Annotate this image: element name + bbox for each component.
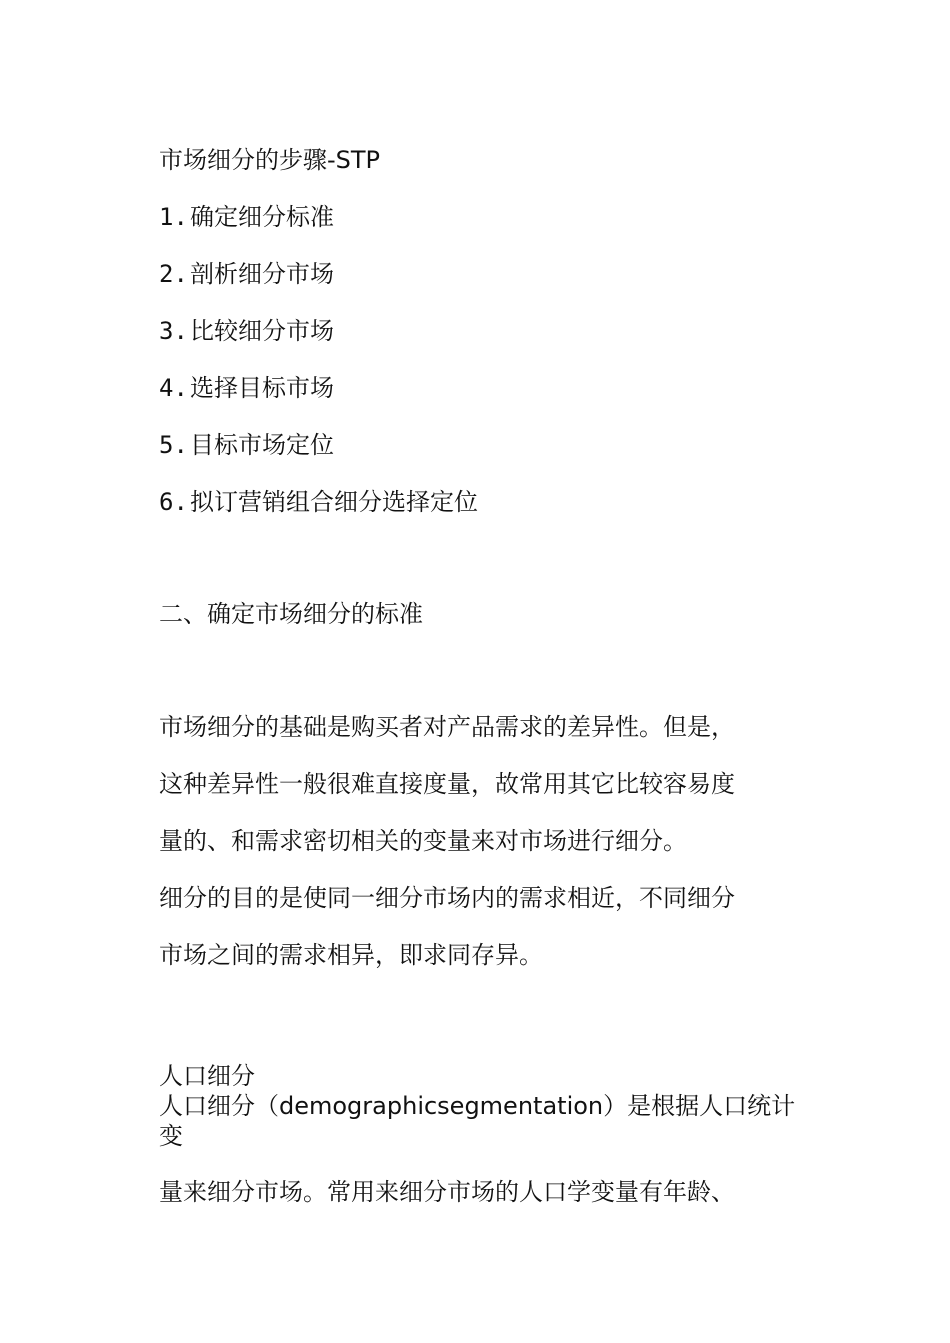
step-number: 3.: [159, 317, 188, 345]
step-item: [159, 373, 334, 403]
step-number: 2.: [159, 260, 188, 288]
step-number: 6.: [159, 488, 188, 516]
step-item: [159, 487, 478, 517]
document-heading: 市场细分的步骤-STP: [159, 146, 381, 174]
step-text: 剖析细分市场: [190, 260, 334, 288]
paragraph-line: 人口细分（demographicsegmentation）是根据人口统计: [159, 1092, 796, 1120]
subheading: 人口细分: [159, 1062, 255, 1090]
step-text: 拟订营销组合细分选择定位: [190, 488, 478, 516]
paragraph-line: 市场之间的需求相异，即求同存异。: [159, 941, 543, 969]
step-text: 目标市场定位: [190, 431, 334, 459]
step-text: 确定细分标准: [190, 203, 334, 231]
step-item: [159, 316, 334, 346]
section-title: 二、确定市场细分的标准: [159, 600, 423, 628]
step-text: 比较细分市场: [190, 317, 334, 345]
step-number: 5.: [159, 431, 188, 459]
step-item: [159, 259, 334, 289]
paragraph-line: 市场细分的基础是购买者对产品需求的差异性。但是，: [159, 713, 735, 741]
step-number: 4.: [159, 374, 188, 402]
step-number: 1.: [159, 203, 188, 231]
paragraph-line: 这种差异性一般很难直接度量，故常用其它比较容易度: [159, 770, 735, 798]
step-item: [159, 202, 334, 232]
paragraph-line: 量来细分市场。常用来细分市场的人口学变量有年龄、: [159, 1178, 735, 1206]
paragraph-line: 量的、和需求密切相关的变量来对市场进行细分。: [159, 827, 687, 855]
step-text: 选择目标市场: [190, 374, 334, 402]
paragraph-line: 变: [159, 1122, 183, 1150]
step-item: [159, 430, 334, 460]
paragraph-line: 细分的目的是使同一细分市场内的需求相近，不同细分: [159, 884, 735, 912]
